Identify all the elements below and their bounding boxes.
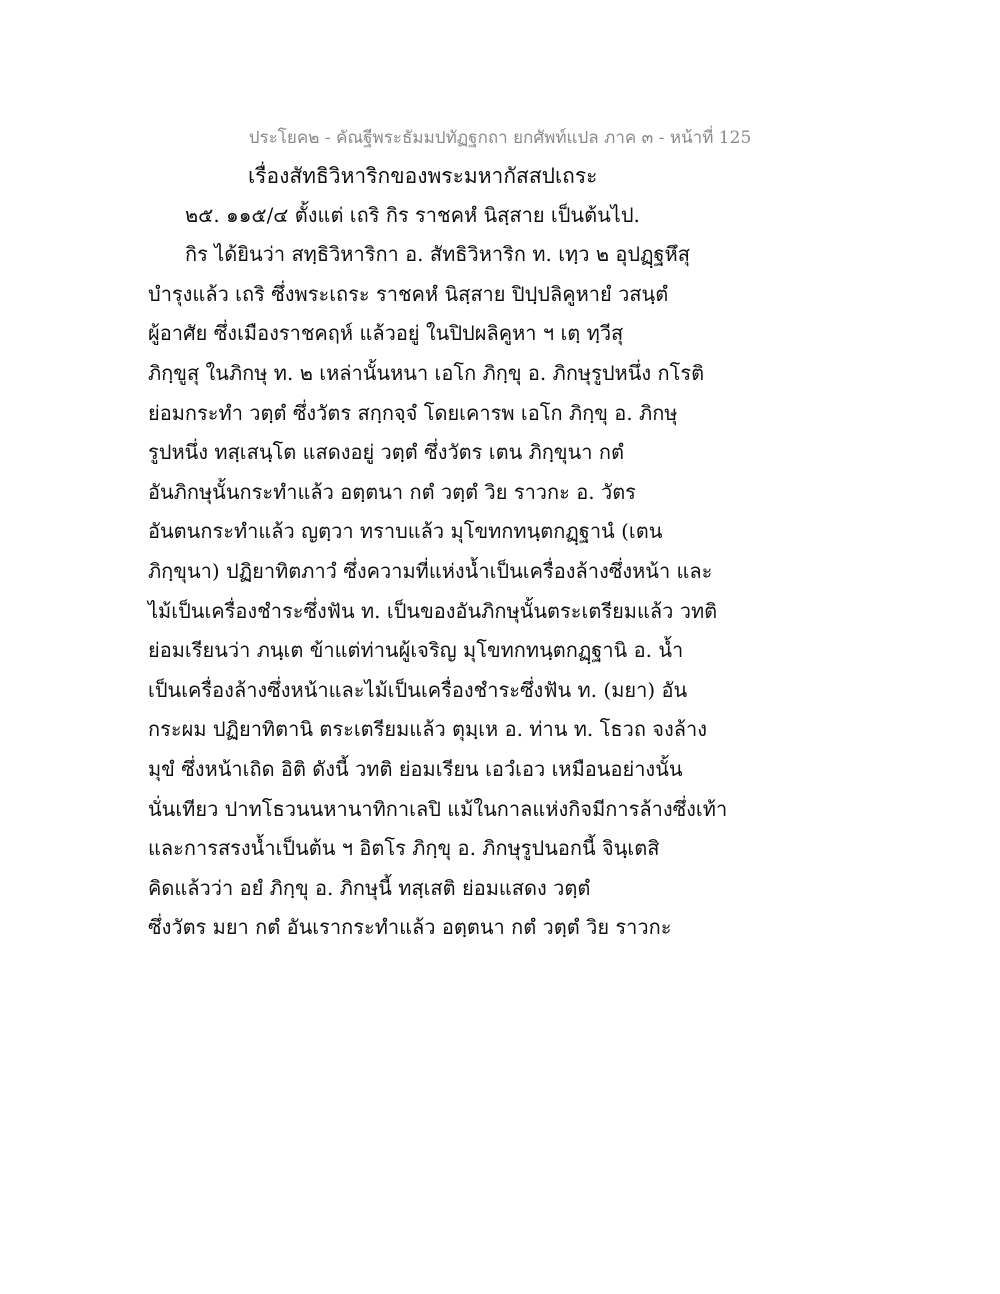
story-title: เรื่องสัทธิวิหาริกของพระมหากัสสปเถระ — [248, 164, 598, 188]
body-line: ย่อมเรียนว่า ภนฺเต ข้าแต่ท่านผู้เจริญ มุโขทกทนฺตกฏฺฐานิ อ. น้ำ — [148, 638, 684, 662]
body-line: มุขํ ซึ่งหน้าเถิด อิติ ดังนี้ วทติ ย่อมเรียน เอวํเอว เหมือนอย่างนั้น — [148, 757, 683, 781]
body-line: อันภิกษุนั้นกระทำแล้ว อตฺตนา กตํ วตฺตํ วิย ราวกะ อ. วัตร — [148, 480, 636, 504]
body-line: ย่อมกระทำ วตฺตํ ซึ่งวัตร สกฺกจฺจํ โดยเคารพ เอโก ภิกฺขุ อ. ภิกษุ — [148, 401, 678, 425]
body-line: เป็นเครื่องล้างซึ่งหน้าและไม้เป็นเครื่องชำระซึ่งฟัน ท. (มยา) อัน — [148, 678, 688, 702]
body-line: กิร ได้ยินว่า สทฺธิวิหาริกา อ. สัทธิวิหาริก ท. เทฺว ๒ อุปฏฺฐหึสุ — [185, 242, 690, 266]
body-line: คิดแล้วว่า อยํ ภิกฺขุ อ. ภิกษุนี้ ทสฺเสติ ย่อมแสดง วตฺตํ — [148, 876, 591, 900]
body-line: อันตนกระทำแล้ว ญตฺวา ทราบแล้ว มุโขทกทนฺตกฏฺฐานํ (เตน — [148, 519, 663, 543]
body-line: กระผม ปฏิยาทิตานิ ตระเตรียมแล้ว ตุมฺเห อ. ท่าน ท. โธวถ จงล้าง — [148, 717, 708, 741]
body-line: ผู้อาศัย ซึ่งเมืองราชคฤห์ แล้วอยู่ ในปิปผลิคูหา ฯ เตฺ ทฺวีสุ — [148, 321, 624, 345]
body-line: และการสรงน้ำเป็นต้น ฯ อิตโร ภิกฺขุ อ. ภิกษุรูปนอกนี้ จินฺเตสิ — [148, 836, 660, 860]
body-line: ภิกฺขูสุ ในภิกษุ ท. ๒ เหล่านั้นหนา เอโก ภิกฺขุ อ. ภิกษุรูปหนึ่ง กโรติ — [148, 361, 705, 385]
body-line: ไม้เป็นเครื่องชำระซึ่งฟัน ท. เป็นของอันภิกษุนั้นตระเตรียมแล้ว วทติ — [148, 599, 718, 623]
running-header: ประโยค๒ - คัณฐีพระธัมมปทัฏฐกถา ยกศัพท์แปล ภาค ๓ - หน้าที่ 125 — [248, 128, 752, 148]
section-reference-line: ๒๕. ๑๑๕/๔ ตั้งแต่ เถริ กิร ราชคหํ นิสฺสาย เป็นต้นไป. — [185, 203, 640, 227]
body-line: ซึ่งวัตร มยา กตํ อันเรากระทำแล้ว อตฺตนา กตํ วตฺตํ วิย ราวกะ — [148, 915, 672, 939]
body-line: นั่นเทียว ปาทโธวนนหานาทิกาเลปิ แม้ในกาลแห่งกิจมีการล้างซึ่งเท้า — [148, 797, 728, 821]
body-line: บำรุงแล้ว เถริ ซึ่งพระเถระ ราชคหํ นิสฺสาย ปิปฺปลิคูหายํ วสนฺตํ — [148, 282, 669, 306]
body-line: ภิกฺขุนา) ปฏิยาทิตภาวํ ซึ่งความที่แห่งน้ำเป็นเครื่องล้างซึ่งหน้า และ — [148, 559, 713, 583]
body-line: รูปหนึ่ง ทสฺเสนฺโต แสดงอยู่ วตฺตํ ซึ่งวัตร เตน ภิกฺขุนา กตํ — [148, 440, 624, 464]
